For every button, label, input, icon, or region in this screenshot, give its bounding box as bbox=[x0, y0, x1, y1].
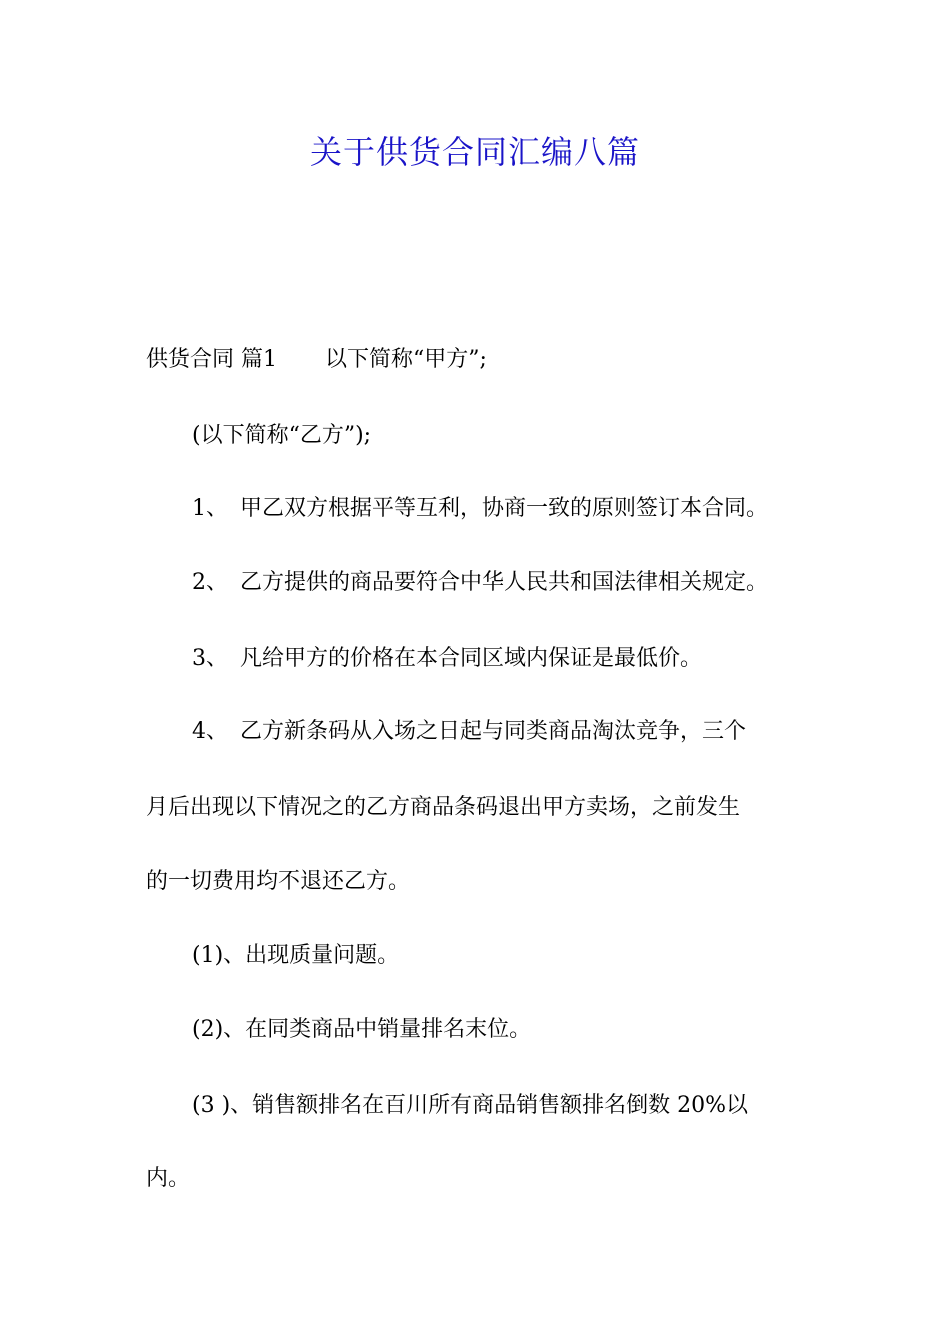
clause-number: 4、 bbox=[192, 719, 228, 744]
clause-4-continued-2: 的一切费用均不退还乙方。 bbox=[146, 869, 411, 894]
sub-item-1: (1)、出现质量问题。 bbox=[192, 943, 400, 968]
clause-number: 3、 bbox=[192, 646, 228, 671]
clause-4-continued-1: 月后出现以下情况之的乙方商品条码退出甲方卖场，之前发生 bbox=[146, 795, 741, 820]
clause-number: 1、 bbox=[192, 496, 228, 521]
clause-3 bbox=[192, 643, 872, 675]
party-a-text: 以下简称“甲方”; bbox=[325, 347, 487, 372]
clause-text: 乙方新条码从入场之日起与同类商品淘汰竞争，三个 bbox=[240, 719, 747, 744]
clause-text: 甲乙双方根据平等互利，协商一致的原则签订本合同。 bbox=[240, 496, 769, 521]
sub-item-3: (3 )、销售额排名在百川所有商品销售额排名倒数 20%以 bbox=[192, 1093, 749, 1118]
clause-1 bbox=[192, 493, 872, 525]
section-heading bbox=[146, 344, 826, 376]
document-title: 关于供货合同汇编八篇 bbox=[309, 133, 640, 171]
clause-number: 2、 bbox=[192, 570, 228, 595]
clause-text: 凡给甲方的价格在本合同区域内保证是最低价。 bbox=[240, 646, 703, 671]
clause-text: 乙方提供的商品要符合中华人民共和国法律相关规定。 bbox=[240, 570, 769, 595]
sub-item-3-continued: 内。 bbox=[146, 1166, 191, 1191]
paragraph-party-b: (以下简称“乙方”); bbox=[192, 423, 372, 448]
section-heading-label: 供货合同 篇1 bbox=[146, 347, 277, 372]
sub-item-2: (2)、在同类商品中销量排名末位。 bbox=[192, 1017, 532, 1042]
clause-2 bbox=[192, 567, 872, 599]
clause-4 bbox=[192, 716, 872, 748]
